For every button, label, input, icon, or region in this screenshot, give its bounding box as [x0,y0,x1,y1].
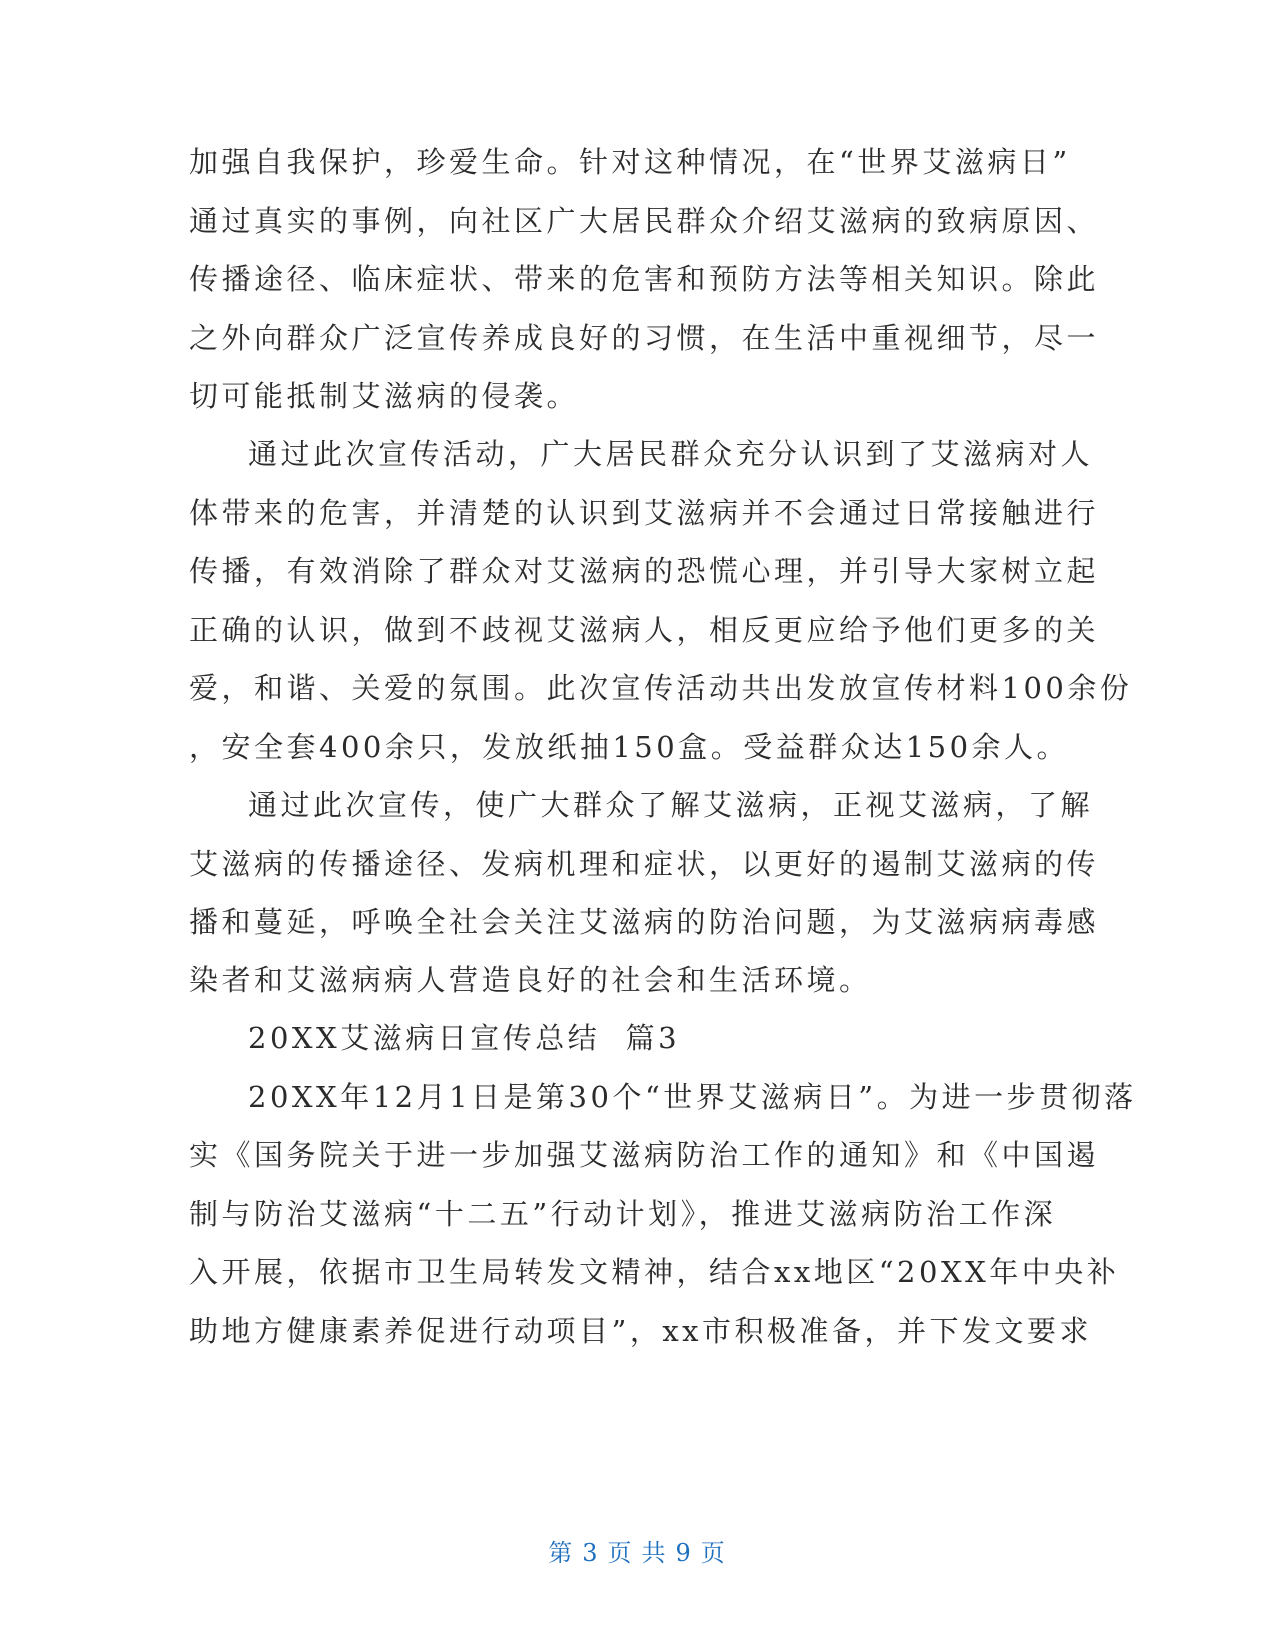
paragraph-4-line-1: 20XX年12月1日是第30个“世界艾滋病日”。为进一步贯彻落 [248,1080,1137,1114]
paragraph-4-line-5: 助地方健康素养促进行动项目”，xx市积极准备，并下发文要求 [189,1314,1093,1348]
footer-total-pages: 9 [675,1539,693,1567]
footer-label-total-unit: 页 [700,1539,727,1567]
paragraph-3-line-4: 染者和艾滋病病人营造良好的社会和生活环境。 [189,963,872,997]
page-number-footer [0,1538,1275,1568]
paragraph-1-line-2: 通过真实的事例，向社区广大居民群众介绍艾滋病的致病原因、 [189,204,1100,238]
paragraph-4-line-4: 入开展，依据市卫生局转发文精神，结合xx地区“20XX年中央补 [189,1255,1120,1289]
paragraph-4-line-2: 实《国务院关于进一步加强艾滋病防治工作的通知》和《中国遏 [189,1138,1100,1172]
paragraph-2-line-5: 爱，和谐、关爱的氛围。此次宣传活动共出发放宣传材料100余份 [189,671,1133,705]
footer-current-page: 3 [582,1539,600,1567]
footer-label-page-unit: 页 [607,1539,634,1567]
paragraph-1-line-1: 加强自我保护，珍爱生命。针对这种情况，在“世界艾滋病日” [189,145,1071,179]
paragraph-2-line-6: ，安全套400余只，发放纸抽150盒。受益群众达150余人。 [189,730,1070,764]
section-title: 20XX艾滋病日宣传总结 篇3 [248,1021,681,1055]
paragraph-3-line-3: 播和蔓延，呼唤全社会关注艾滋病的防治问题，为艾滋病病毒感 [189,905,1100,939]
footer-label-page: 第 [548,1539,575,1567]
paragraph-3-line-1: 通过此次宣传，使广大群众了解艾滋病，正视艾滋病，了解 [248,788,1094,822]
paragraph-3-line-2: 艾滋病的传播途径、发病机理和症状，以更好的遏制艾滋病的传 [189,847,1100,881]
paragraph-2-line-4: 正确的认识，做到不歧视艾滋病人，相反更应给予他们更多的关 [189,613,1100,647]
paragraph-2-line-2: 体带来的危害，并清楚的认识到艾滋病并不会通过日常接触进行 [189,496,1100,530]
paragraph-2-line-3: 传播，有效消除了群众对艾滋病的恐慌心理，并引导大家树立起 [189,554,1100,588]
footer-label-total: 共 [641,1539,668,1567]
paragraph-1-line-3: 传播途径、临床症状、带来的危害和预防方法等相关知识。除此 [189,262,1100,296]
paragraph-1-line-4: 之外向群众广泛宣传养成良好的习惯，在生活中重视细节，尽一 [189,321,1100,355]
paragraph-4-line-3: 制与防治艾滋病“十二五”行动计划》，推进艾滋病防治工作深 [189,1197,1057,1231]
paragraph-1-line-5: 切可能抵制艾滋病的侵袭。 [189,379,580,413]
paragraph-2-line-1: 通过此次宣传活动，广大居民群众充分认识到了艾滋病对人 [248,437,1094,471]
